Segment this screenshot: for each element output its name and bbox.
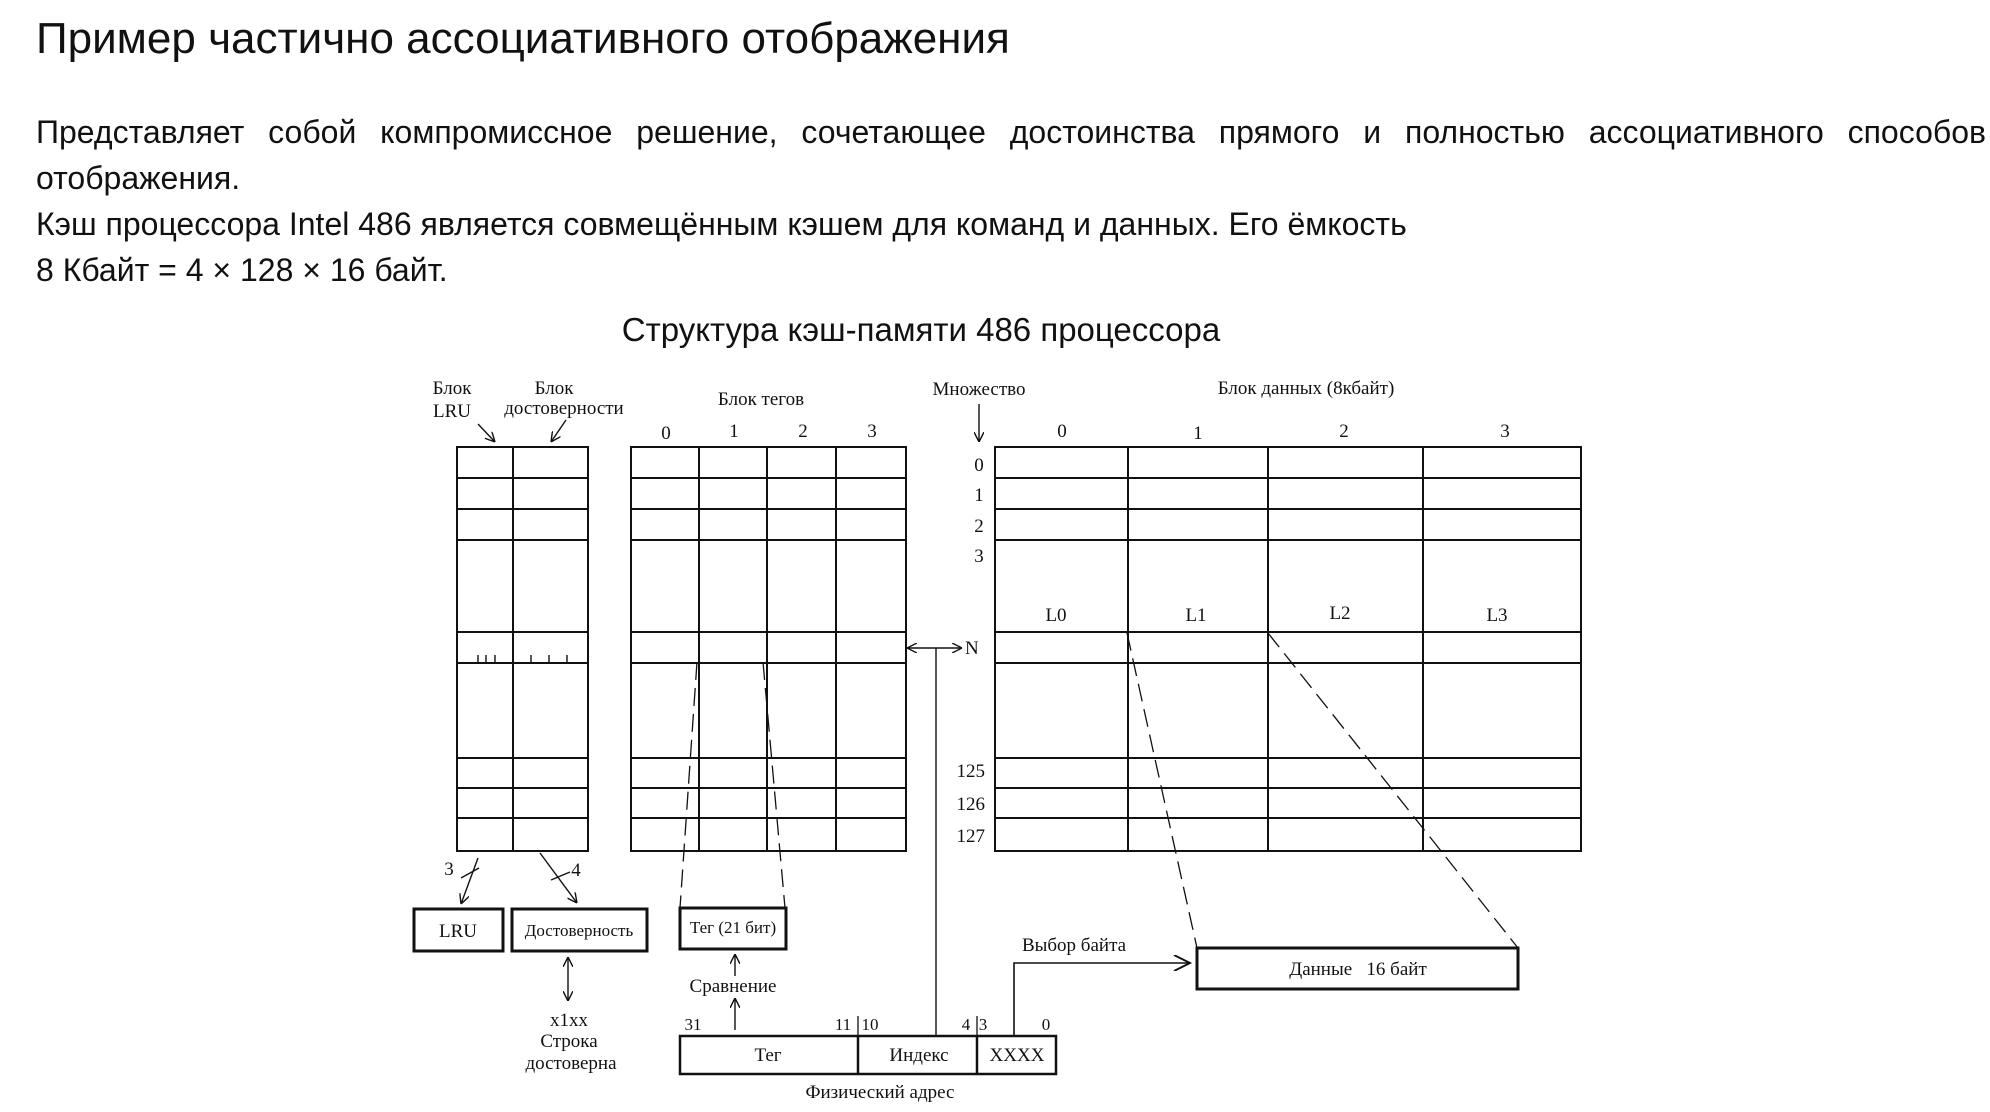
address-bit-number: 0 bbox=[1041, 1015, 1051, 1034]
valid-value: x1xx bbox=[550, 1010, 588, 1031]
data-dashed-projection bbox=[1127, 633, 1197, 948]
set-row-number: 0 bbox=[974, 455, 984, 476]
paragraph-intel486: Кэш процессора Intel 486 является совмещённым кэшем для команд и данных. Его ёмкость bbox=[36, 206, 1407, 242]
data-block-label: Блок данных (8кбайт) bbox=[1217, 378, 1395, 399]
set-row-number: 125 bbox=[956, 761, 985, 782]
lru-validity-table bbox=[457, 447, 588, 851]
tag-column-number: 1 bbox=[729, 421, 739, 442]
validity-block-pointer bbox=[551, 420, 566, 442]
page-title: Пример частично ассоциативного отображения bbox=[36, 14, 1010, 63]
address-bit-number: 4 bbox=[961, 1015, 971, 1034]
bit-ticks bbox=[478, 655, 567, 663]
set-row-number: 1 bbox=[974, 485, 984, 506]
lru-bits-slash bbox=[461, 868, 479, 878]
lru-bits-label: 3 bbox=[444, 859, 454, 880]
line-label: L3 bbox=[1486, 605, 1508, 626]
validity-block-label: Блок bbox=[534, 378, 574, 399]
set-row-number: 126 bbox=[956, 794, 985, 815]
physical-address-label: Физический адрес bbox=[805, 1082, 955, 1103]
lru-block-label: Блок bbox=[432, 378, 472, 399]
set-n-label: N bbox=[965, 638, 979, 659]
set-row-number: 2 bbox=[974, 516, 984, 537]
data-column-number: 1 bbox=[1193, 423, 1203, 444]
set-label: Множество bbox=[932, 379, 1026, 400]
tag-block-label: Блок тегов bbox=[717, 389, 805, 410]
validity-bits-label: 4 bbox=[571, 860, 581, 881]
address-bit-number: 10 bbox=[861, 1015, 879, 1034]
line-label: L0 bbox=[1045, 605, 1067, 626]
line-label: L2 bbox=[1329, 603, 1351, 624]
valid-line-label: Строка bbox=[540, 1031, 598, 1052]
validity-bits-slash bbox=[551, 872, 570, 880]
line-label: L1 bbox=[1185, 605, 1207, 626]
valid-line-label: достоверна bbox=[525, 1053, 617, 1074]
byte-select-label: Выбор байта bbox=[1021, 935, 1127, 956]
address-field-tag: Тег bbox=[754, 1045, 782, 1066]
address-bit-number: 31 bbox=[684, 1015, 702, 1034]
tag-dashed-projection bbox=[680, 662, 697, 908]
lru-bits-arrow bbox=[461, 858, 478, 904]
address-bit-number: 11 bbox=[834, 1015, 852, 1034]
data-column-number: 0 bbox=[1057, 421, 1067, 442]
data-dashed-projection bbox=[1268, 633, 1518, 948]
compare-label: Сравнение bbox=[689, 976, 777, 997]
tag-column-number: 0 bbox=[661, 423, 671, 444]
address-bit-number: 3 bbox=[978, 1015, 988, 1034]
tag-table bbox=[631, 447, 906, 851]
lru-block-pointer bbox=[478, 424, 495, 442]
lru-block-label: LRU bbox=[433, 401, 471, 422]
address-field-index: Индекс bbox=[889, 1045, 949, 1066]
set-row-number: 3 bbox=[974, 546, 984, 567]
lru-box-label: LRU bbox=[439, 921, 477, 942]
tag-box-label: Тег (21 бит) bbox=[689, 918, 777, 937]
figure-caption: Структура кэш-памяти 486 процессора bbox=[621, 311, 1221, 348]
data-column-number: 3 bbox=[1500, 421, 1510, 442]
tag-column-number: 2 bbox=[798, 421, 808, 442]
validity-block-label: достоверности bbox=[504, 398, 624, 419]
tag-column-number: 3 bbox=[867, 421, 877, 442]
paragraph-capacity: 8 Кбайт = 4 × 128 × 16 байт. bbox=[36, 252, 448, 288]
data-table bbox=[995, 447, 1581, 851]
data-column-number: 2 bbox=[1339, 421, 1349, 442]
byte-select-arrow bbox=[1014, 963, 1190, 1036]
set-row-number: 127 bbox=[956, 826, 985, 847]
address-field-offset: XXXX bbox=[989, 1045, 1045, 1066]
data-16-bytes-label: Данные 16 байт bbox=[1289, 959, 1427, 980]
paragraph-definition: Представляет собой компромиссное решение, сочетающее достоинства прямого и полностью ассоциативного способов отображения. bbox=[36, 114, 1986, 196]
validity-box-label: Достоверность bbox=[524, 921, 634, 940]
